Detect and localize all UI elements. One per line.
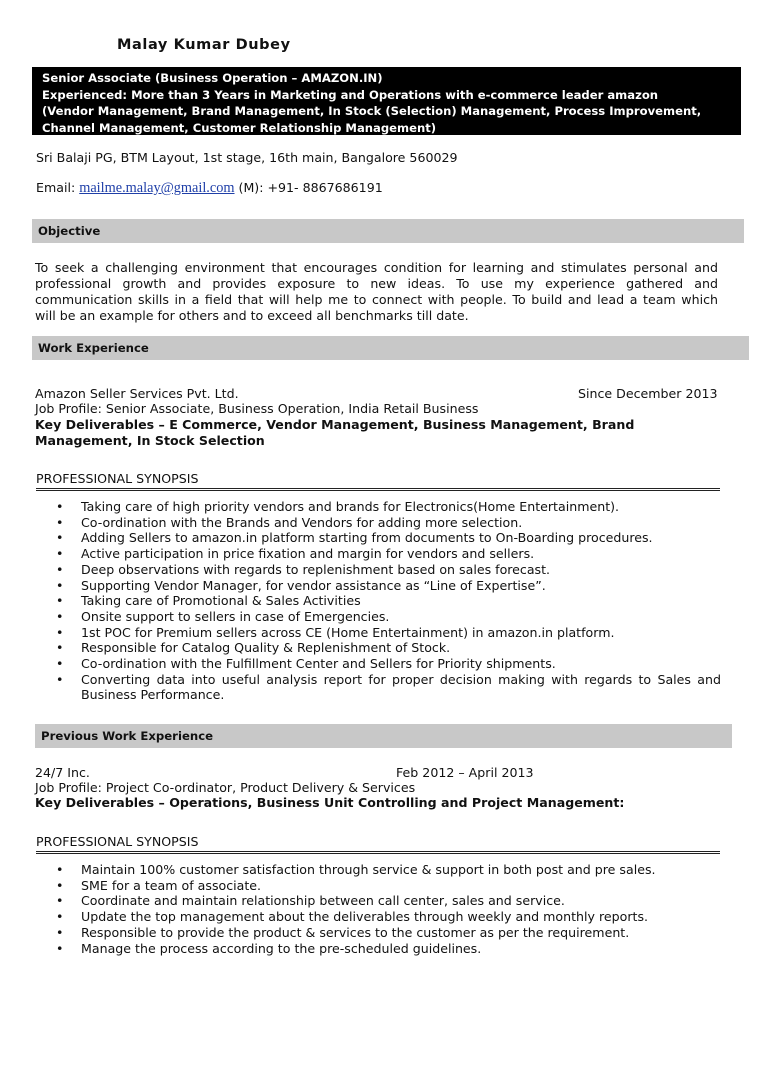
objective-heading: Objective	[32, 219, 744, 243]
key-deliverables: Management, In Stock Selection	[35, 433, 265, 448]
list-item: • Adding Sellers to amazon.in platform starting from documents to On-Boarding procedures.	[56, 530, 721, 546]
list-item: • Responsible for Catalog Quality & Replenishment of Stock.	[56, 640, 721, 656]
previous-experience-heading: Previous Work Experience	[35, 724, 732, 748]
email-label: Email:	[36, 180, 76, 195]
key-deliverables: Key Deliverables – E Commerce, Vendor Management, Business Management, Brand	[35, 417, 635, 432]
list-item: • Onsite support to sellers in case of Emergencies.	[56, 609, 721, 625]
summary-line: Senior Associate (Business Operation – AMAZON.IN)	[42, 71, 383, 85]
company-name: Amazon Seller Services Pvt. Ltd.	[35, 386, 239, 401]
objective-line: communication skills in a field that will help me to connect with people. To build and lead a team which	[35, 292, 718, 307]
list-item-text: • Converting data into useful analysis report for proper decision making with regards to Sales and Business Performance.	[81, 671, 721, 703]
contact-line	[36, 180, 383, 197]
list-item: • Active participation in price fixation and margin for vendors and sellers.	[56, 546, 721, 562]
summary-line: Channel Management, Customer Relationship Management)	[42, 120, 437, 135]
key-deliverables: Key Deliverables – Operations, Business Unit Controlling and Project Management:	[35, 795, 625, 810]
summary-box	[32, 67, 741, 135]
list-item: • Responsible to provide the product & services to the customer as per the requirement.	[56, 925, 656, 941]
company-name: 24/7 Inc.	[35, 765, 90, 780]
synopsis-title: PROFESSIONAL SYNOPSIS	[36, 834, 720, 854]
list-item: • Taking care of high priority vendors and brands for Electronics(Home Entertainment).	[56, 499, 721, 515]
list-item: • Taking care of Promotional & Sales Activities	[56, 593, 721, 609]
list-item: • Supporting Vendor Manager, for vendor assistance as “Line of Expertise”.	[56, 578, 721, 594]
list-item	[56, 672, 721, 703]
list-item: • Maintain 100% customer satisfaction through service & support in both post and pre sales.	[56, 862, 656, 878]
email-link[interactable]: mailme.malay@gmail.com	[79, 180, 235, 196]
objective-line: To seek a challenging environment that encourages condition for learning and stimulates personal and	[35, 260, 718, 275]
list-item: • Co-ordination with the Brands and Vendors for adding more selection.	[56, 515, 721, 531]
work-experience-heading: Work Experience	[32, 336, 749, 360]
job-profile: Job Profile: Project Co-ordinator, Product Delivery & Services	[35, 780, 416, 795]
objective-text	[35, 260, 718, 324]
objective-line: will be an example for others and to exceed all benchmarks till date.	[35, 308, 469, 323]
list-item: • SME for a team of associate.	[56, 878, 656, 894]
list-item: • Update the top management about the deliverables through weekly and monthly reports.	[56, 909, 656, 925]
list-item: • Co-ordination with the Fulfillment Center and Sellers for Priority shipments.	[56, 656, 721, 672]
summary-line: Experienced: More than 3 Years in Marketing and Operations with e-commerce leader amazon	[42, 87, 659, 102]
list-item: • Coordinate and maintain relationship between call center, sales and service.	[56, 893, 656, 909]
list-item: • 1st POC for Premium sellers across CE (Home Entertainment) in amazon.in platform.	[56, 625, 721, 641]
work-bullet-list	[56, 499, 721, 703]
objective-line: professional growth and provides exposure to new ideas. To use my experience gathered and	[35, 276, 718, 291]
employment-period: Feb 2012 – April 2013	[396, 765, 534, 780]
phone: (M): +91- 8867686191	[238, 180, 383, 195]
list-item: • Deep observations with regards to replenishment based on sales forecast.	[56, 562, 721, 578]
address: Sri Balaji PG, BTM Layout, 1st stage, 16th main, Bangalore 560029	[36, 150, 458, 165]
employment-period: Since December 2013	[578, 386, 718, 401]
job-profile: Job Profile: Senior Associate, Business Operation, India Retail Business	[35, 401, 479, 416]
list-item: • Manage the process according to the pre-scheduled guidelines.	[56, 941, 656, 957]
synopsis-title: PROFESSIONAL SYNOPSIS	[36, 471, 720, 491]
summary-line: (Vendor Management, Brand Management, In Stock (Selection) Management, Process Improvement,	[42, 104, 702, 118]
previous-bullet-list	[56, 862, 656, 956]
candidate-name: Malay Kumar Dubey	[117, 37, 291, 53]
